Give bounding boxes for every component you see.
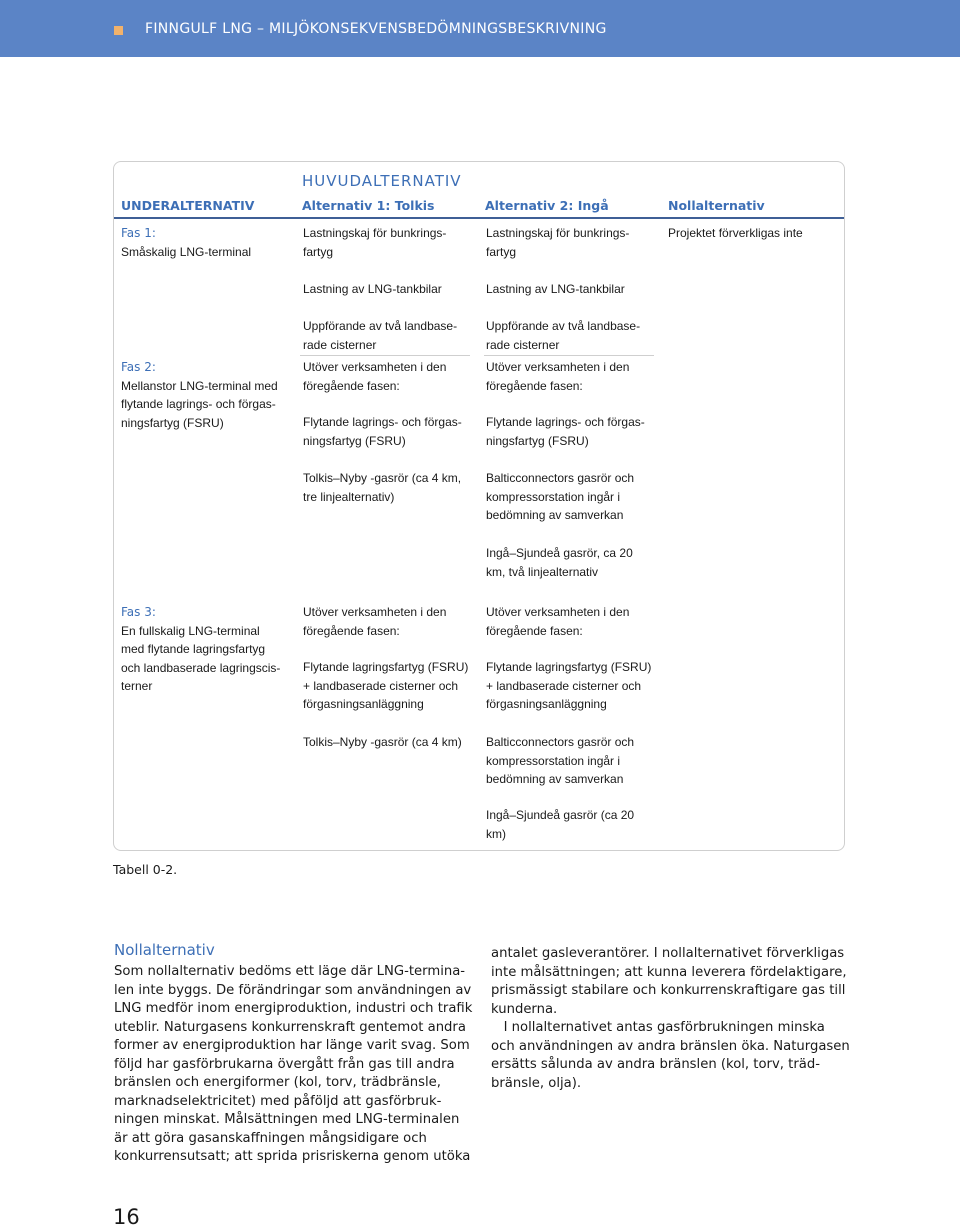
fas2-alt1-line: Utöver verksamheten i den bbox=[303, 360, 447, 374]
fas2-alt1-item bbox=[303, 413, 462, 450]
fas1-alt1-line: Lastningskaj för bunkrings- bbox=[303, 226, 447, 240]
body-line: prismässigt stabilare och konkurrenskraftigare gas till bbox=[491, 983, 846, 998]
fas1-alt2-line: Lastningskaj för bunkrings- bbox=[486, 226, 630, 240]
fas2-alt1-line: Flytande lagrings- och förgas- bbox=[303, 415, 462, 429]
col-header-alt2: Alternativ 2: Ingå bbox=[485, 198, 609, 213]
fas3-desc-line: En fullskalig LNG-terminal bbox=[121, 623, 260, 638]
fas3-alt1-line: Utöver verksamheten i den bbox=[303, 605, 447, 619]
page-number: 16 bbox=[113, 1205, 140, 1229]
fas2-alt2-line: Balticconnectors gasrör och bbox=[486, 471, 635, 485]
body-line: konkurrensutsatt; att sprida prisriskerna genom utöka bbox=[114, 1149, 471, 1164]
body-line: LNG medför inom energiproduktion, industri och trafik bbox=[114, 1001, 473, 1016]
fas3-alt1-item bbox=[303, 658, 468, 714]
fas3-alt1-line: förgasningsanläggning bbox=[303, 697, 424, 711]
header-rule bbox=[114, 217, 844, 219]
fas2-label: Fas 2: bbox=[121, 360, 156, 374]
body-line: bränslen och energiformer (kol, torv, trädbränsle, bbox=[114, 1075, 441, 1090]
fas2-alt2-item bbox=[486, 413, 645, 450]
body-line: bränsle, olja). bbox=[491, 1075, 582, 1091]
fas2-alt2-line: km, två linjealternativ bbox=[486, 564, 599, 579]
fas3-alt2-line: Flytande lagringsfartyg (FSRU) bbox=[486, 660, 652, 674]
fas3-label: Fas 3: bbox=[121, 605, 156, 619]
fas3-alt2-line: Ingå–Sjundeå gasrör (ca 20 bbox=[486, 808, 635, 822]
fas2-desc-line: flytande lagrings- och förgas- bbox=[121, 397, 276, 411]
fas2-alt1-line: rade cisterner bbox=[303, 337, 377, 352]
fas2-alt1-item bbox=[303, 317, 457, 354]
table-caption: Tabell 0-2. bbox=[113, 862, 178, 877]
body-line: uteblir. Naturgasens konkurrenskraft gentemot andra bbox=[114, 1019, 466, 1035]
fas2-alt2-item bbox=[486, 358, 629, 395]
fas1-alt1-item: Lastning av LNG-tankbilar bbox=[303, 282, 442, 296]
fas2-alt2-line: bedömning av samverkan bbox=[486, 508, 624, 522]
body-line: är att göra gasanskaffningen mångsidigare och bbox=[114, 1130, 427, 1146]
fas1-alt1-item bbox=[303, 224, 446, 261]
section-title: Nollalternativ bbox=[114, 941, 215, 959]
body-line: len inte byggs. De förändringar som användningen av bbox=[114, 982, 472, 998]
fas1-desc: Småskalig LNG-terminal bbox=[121, 244, 252, 259]
body-line: ningen minskat. Målsättningen med LNG-terminalen bbox=[114, 1112, 460, 1127]
fas3-desc-line: terner bbox=[121, 679, 153, 693]
fas2-alt2-line: ningsfartyg (FSRU) bbox=[486, 433, 589, 448]
fas2-alt2-item bbox=[486, 469, 634, 525]
fas3-alt2-item bbox=[486, 733, 634, 789]
fas2-alt2-line: Uppförande av två landbase- bbox=[486, 319, 641, 333]
fas2-desc-line: Mellanstor LNG-terminal med bbox=[121, 378, 278, 393]
fas3-alt1-line: + landbaserade cisterner och bbox=[303, 678, 459, 693]
fas2-alt2-line: föregående fasen: bbox=[486, 378, 583, 393]
fas3-alt1-line: föregående fasen: bbox=[303, 623, 400, 638]
fas3-alt2-item bbox=[486, 806, 634, 843]
fas3-cell bbox=[121, 603, 280, 696]
body-line: inte målsättningen; att kunna leverera fördelaktigare, bbox=[491, 964, 847, 980]
body-line: antalet gasleverantörer. I nollalternativet förverkligas bbox=[491, 946, 845, 961]
fas3-alt2-line: bedömning av samverkan bbox=[486, 772, 624, 786]
right-column-text bbox=[491, 945, 850, 1093]
fas1-alt2-item: Lastning av LNG-tankbilar bbox=[486, 282, 625, 296]
body-line: kunderna. bbox=[491, 1001, 558, 1017]
fas3-alt1-item: Tolkis–Nyby -gasrör (ca 4 km) bbox=[303, 735, 462, 749]
fas3-alt2-line: km) bbox=[486, 826, 506, 841]
fas2-alt2-line: Ingå–Sjundeå gasrör, ca 20 bbox=[486, 546, 633, 560]
divider-alt1-fas2 bbox=[300, 355, 470, 356]
fas3-alt2-line: föregående fasen: bbox=[486, 623, 583, 638]
body-line: Som nollalternativ bedöms ett läge där LNG-termina- bbox=[114, 964, 466, 979]
body-line: följd har gasförbrukarna övergått från gas till andra bbox=[114, 1056, 455, 1072]
fas1-alt2-line: fartyg bbox=[486, 244, 517, 259]
fas1-alt2-item bbox=[486, 224, 629, 261]
fas2-alt2-line: Utöver verksamheten i den bbox=[486, 360, 630, 374]
fas2-alt1-line: föregående fasen: bbox=[303, 378, 400, 393]
divider-alt2-fas2 bbox=[484, 355, 654, 356]
col-header-underalternativ: UNDERALTERNATIV bbox=[121, 198, 255, 213]
fas3-alt1-line: Flytande lagringsfartyg (FSRU) bbox=[303, 660, 469, 674]
fas2-alt1-item bbox=[303, 469, 461, 506]
header-accent-square bbox=[114, 26, 123, 35]
fas3-alt2-line: Balticconnectors gasrör och bbox=[486, 735, 635, 749]
body-line: former av energiproduktion har länge varit svag. Som bbox=[114, 1038, 470, 1053]
body-line: marknadselektricitet) med påföljd att gasförbruk- bbox=[114, 1093, 442, 1109]
fas3-alt2-line: Utöver verksamheten i den bbox=[486, 605, 630, 619]
fas3-alt2-line: förgasningsanläggning bbox=[486, 697, 607, 711]
fas3-alt2-line: kompressorstation ingår i bbox=[486, 753, 621, 768]
fas2-alt1-line: ningsfartyg (FSRU) bbox=[303, 433, 406, 448]
body-line: och användningen av andra bränslen öka. Naturgasen bbox=[491, 1038, 850, 1054]
fas2-alt1-item bbox=[303, 358, 446, 395]
fas2-cell bbox=[121, 358, 278, 432]
fas2-alt1-line: Uppförande av två landbase- bbox=[303, 319, 458, 333]
fas3-alt2-item bbox=[486, 603, 629, 640]
fas2-desc-line: ningsfartyg (FSRU) bbox=[121, 415, 224, 430]
body-line: I nollalternativet antas gasförbrukningen minska bbox=[491, 1020, 825, 1035]
fas1-alt1-line: fartyg bbox=[303, 244, 334, 259]
body-line: ersätts sålunda av andra bränslen (kol, torv, träd- bbox=[491, 1057, 820, 1072]
fas1-cell bbox=[121, 224, 251, 261]
fas3-alt2-item bbox=[486, 658, 651, 714]
alternatives-table bbox=[113, 161, 845, 851]
fas2-alt2-item bbox=[486, 317, 640, 354]
fas2-alt1-line: Tolkis–Nyby -gasrör (ca 4 km, bbox=[303, 471, 462, 485]
fas2-alt1-line: tre linjealternativ) bbox=[303, 489, 395, 504]
left-column-text bbox=[114, 963, 472, 1167]
fas3-desc-line: med flytande lagringsfartyg bbox=[121, 642, 266, 656]
fas1-label: Fas 1: bbox=[121, 226, 156, 240]
fas2-alt2-line: Flytande lagrings- och förgas- bbox=[486, 415, 645, 429]
fas3-desc-line: och landbaserade lagringscis- bbox=[121, 660, 281, 675]
fas3-alt2-line: + landbaserade cisterner och bbox=[486, 678, 642, 693]
fas2-alt2-item bbox=[486, 544, 633, 581]
fas2-alt2-line: rade cisterner bbox=[486, 337, 560, 352]
huvudalternativ-heading: HUVUDALTERNATIV bbox=[302, 172, 462, 190]
fas3-alt1-item bbox=[303, 603, 446, 640]
document-title: FINNGULF LNG – MILJÖKONSEKVENSBEDÖMNINGSBESKRIVNING bbox=[145, 21, 607, 37]
fas1-noll: Projektet förverkligas inte bbox=[668, 226, 803, 240]
col-header-alt1: Alternativ 1: Tolkis bbox=[302, 198, 435, 213]
col-header-nollalternativ: Nollalternativ bbox=[668, 198, 765, 213]
fas2-alt2-line: kompressorstation ingår i bbox=[486, 489, 621, 504]
